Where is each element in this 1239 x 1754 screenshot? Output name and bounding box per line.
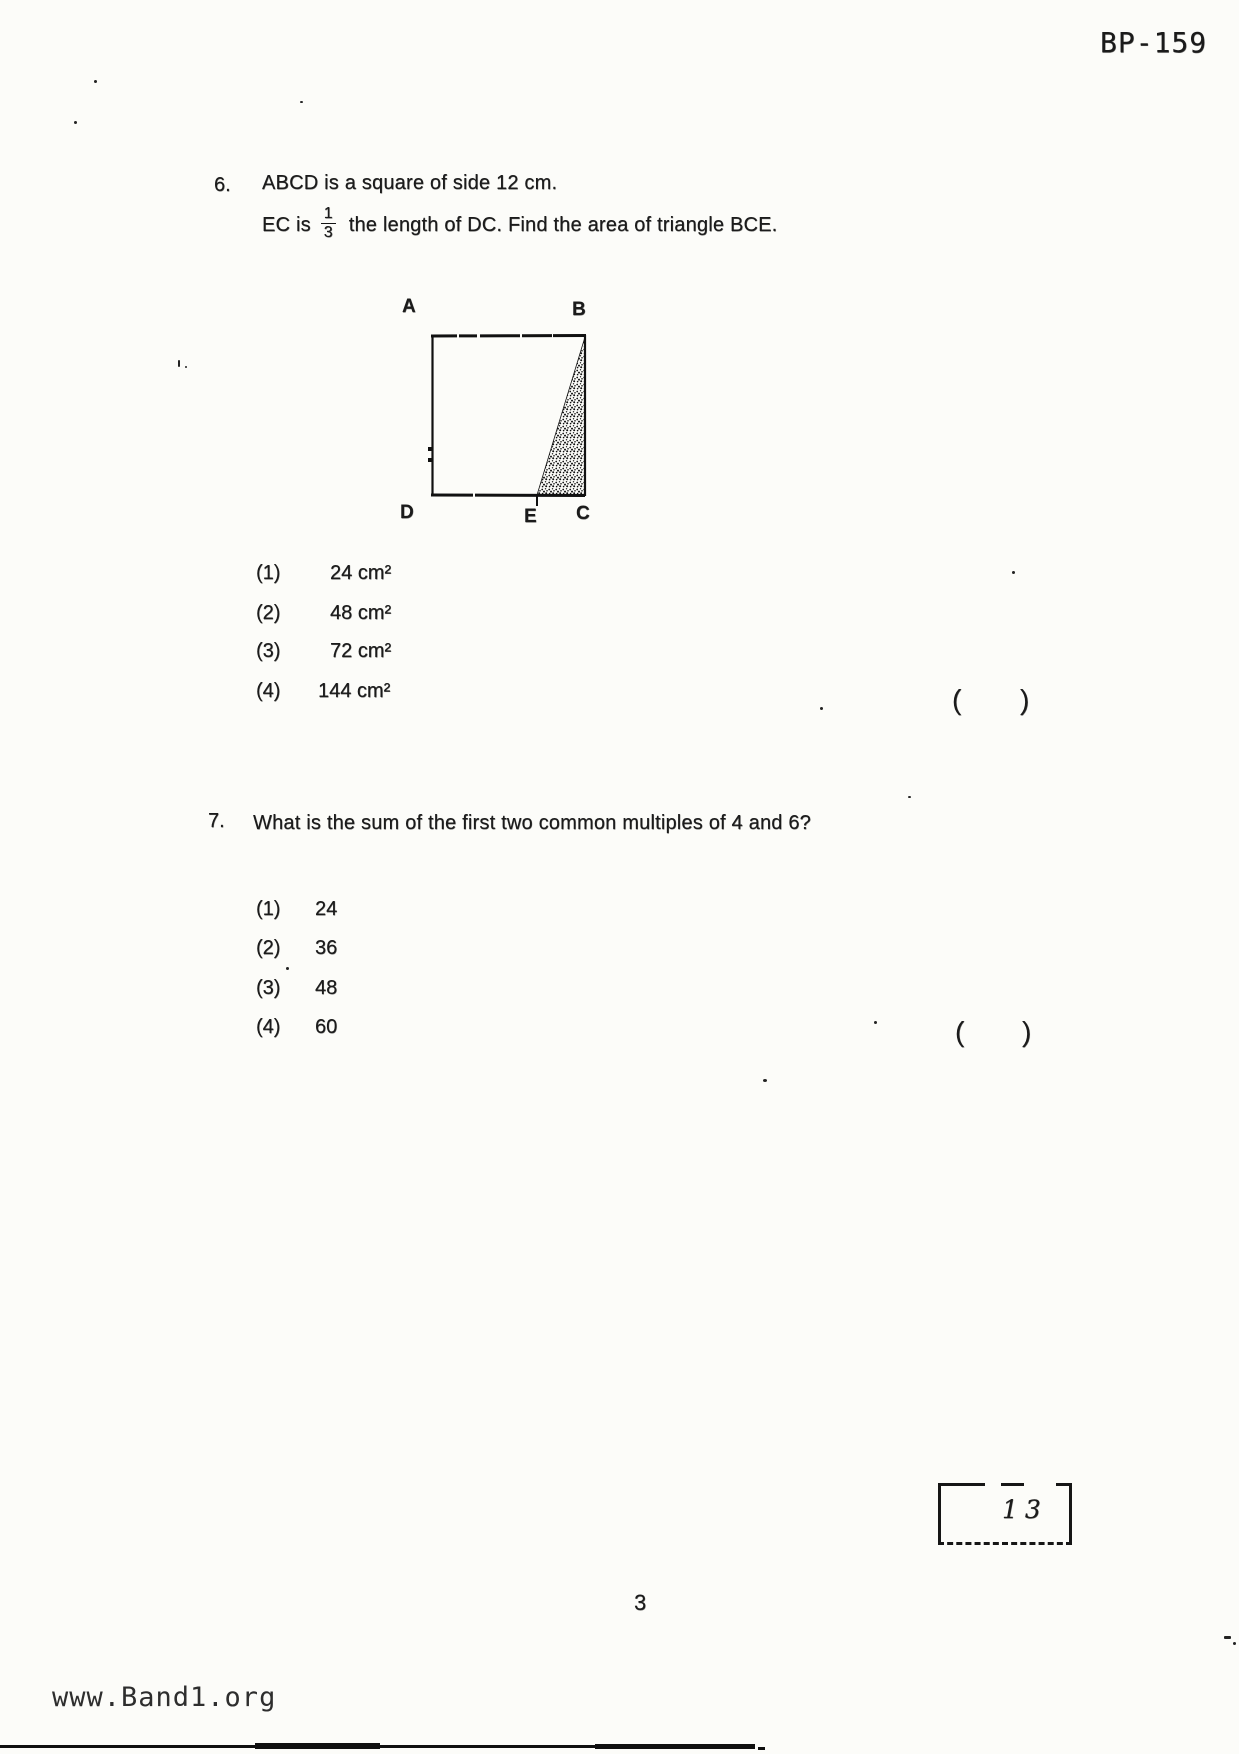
scan-speck <box>820 707 823 710</box>
page-bottom-scan-dot <box>758 1747 765 1750</box>
question-6-number: 6. <box>214 174 231 196</box>
q6-option-3-value: 72 cm² <box>330 640 392 662</box>
page-bottom-scan-line-thick <box>255 1743 380 1749</box>
q7-option-2-value: 36 <box>315 937 338 959</box>
site-url: www.Band1.org <box>52 1682 277 1713</box>
scan-gap <box>985 1481 1001 1487</box>
scan-speck <box>185 366 187 368</box>
q7-option-4-value: 60 <box>315 1016 338 1038</box>
question-7-number: 7. <box>208 810 225 832</box>
scan-gap <box>1024 1481 1056 1487</box>
fraction-denominator: 3 <box>321 223 336 242</box>
q7-option-3-key: (3) <box>256 977 281 999</box>
question-6-line1: ABCD is a square of side 12 cm. <box>262 172 558 194</box>
scan-speck <box>874 1021 877 1024</box>
q6-answer-bracket-close: ) <box>1020 684 1030 715</box>
scan-speck <box>74 121 77 124</box>
q6-option-2-value: 48 cm² <box>330 602 392 624</box>
scan-speck <box>908 796 911 798</box>
page-number: 3 <box>634 1590 647 1615</box>
q7-option-4-key: (4) <box>256 1016 281 1038</box>
vertex-label-e: E <box>524 506 537 527</box>
q6-option-1-value: 24 cm² <box>330 562 392 584</box>
scan-speck <box>178 360 180 367</box>
q7-option-1-key: (1) <box>256 898 281 920</box>
shaded-triangle-bce <box>537 337 585 495</box>
vertex-label-b: B <box>572 299 586 320</box>
scan-speck <box>300 101 303 103</box>
scan-speck <box>1012 571 1015 574</box>
question-6-line2-suffix: the length of DC. Find the area of triangle BCE. <box>348 213 778 236</box>
question-7-text: What is the sum of the first two common multiples of 4 and 6? <box>253 812 811 834</box>
scan-speck <box>1224 1636 1231 1639</box>
question-6-line2 <box>262 200 777 250</box>
q6-answer-bracket-open: ( <box>952 684 962 715</box>
vertex-label-d: D <box>400 502 414 523</box>
one-third-fraction <box>321 206 336 242</box>
q7-option-1-value: 24 <box>315 898 338 920</box>
q7-option-3-value: 48 <box>315 977 338 999</box>
q6-option-1-key: (1) <box>256 562 281 584</box>
vertex-label-a: A <box>402 296 416 317</box>
question-6-line2-prefix: EC is <box>262 213 311 236</box>
square-abcd-diagram <box>415 292 600 527</box>
q6-option-2-key: (2) <box>256 602 281 624</box>
scan-speck <box>763 1079 767 1082</box>
q6-option-4-value: 144 cm² <box>318 680 391 702</box>
q6-option-3-key: (3) <box>256 640 281 662</box>
scan-speck <box>286 967 289 970</box>
scan-speck <box>94 80 97 83</box>
scan-speck <box>1233 1642 1236 1645</box>
fraction-numerator: 1 <box>323 205 333 223</box>
paper-code: BP-159 <box>1100 26 1208 59</box>
score-box-value: 13 <box>1002 1495 1048 1524</box>
q7-option-2-key: (2) <box>256 937 281 959</box>
vertex-label-c: C <box>576 503 590 524</box>
q7-answer-bracket-close: ) <box>1022 1016 1032 1047</box>
q6-option-4-key: (4) <box>256 680 281 702</box>
page-bottom-scan-line-thick <box>595 1744 755 1749</box>
q7-answer-bracket-open: ( <box>955 1016 965 1047</box>
